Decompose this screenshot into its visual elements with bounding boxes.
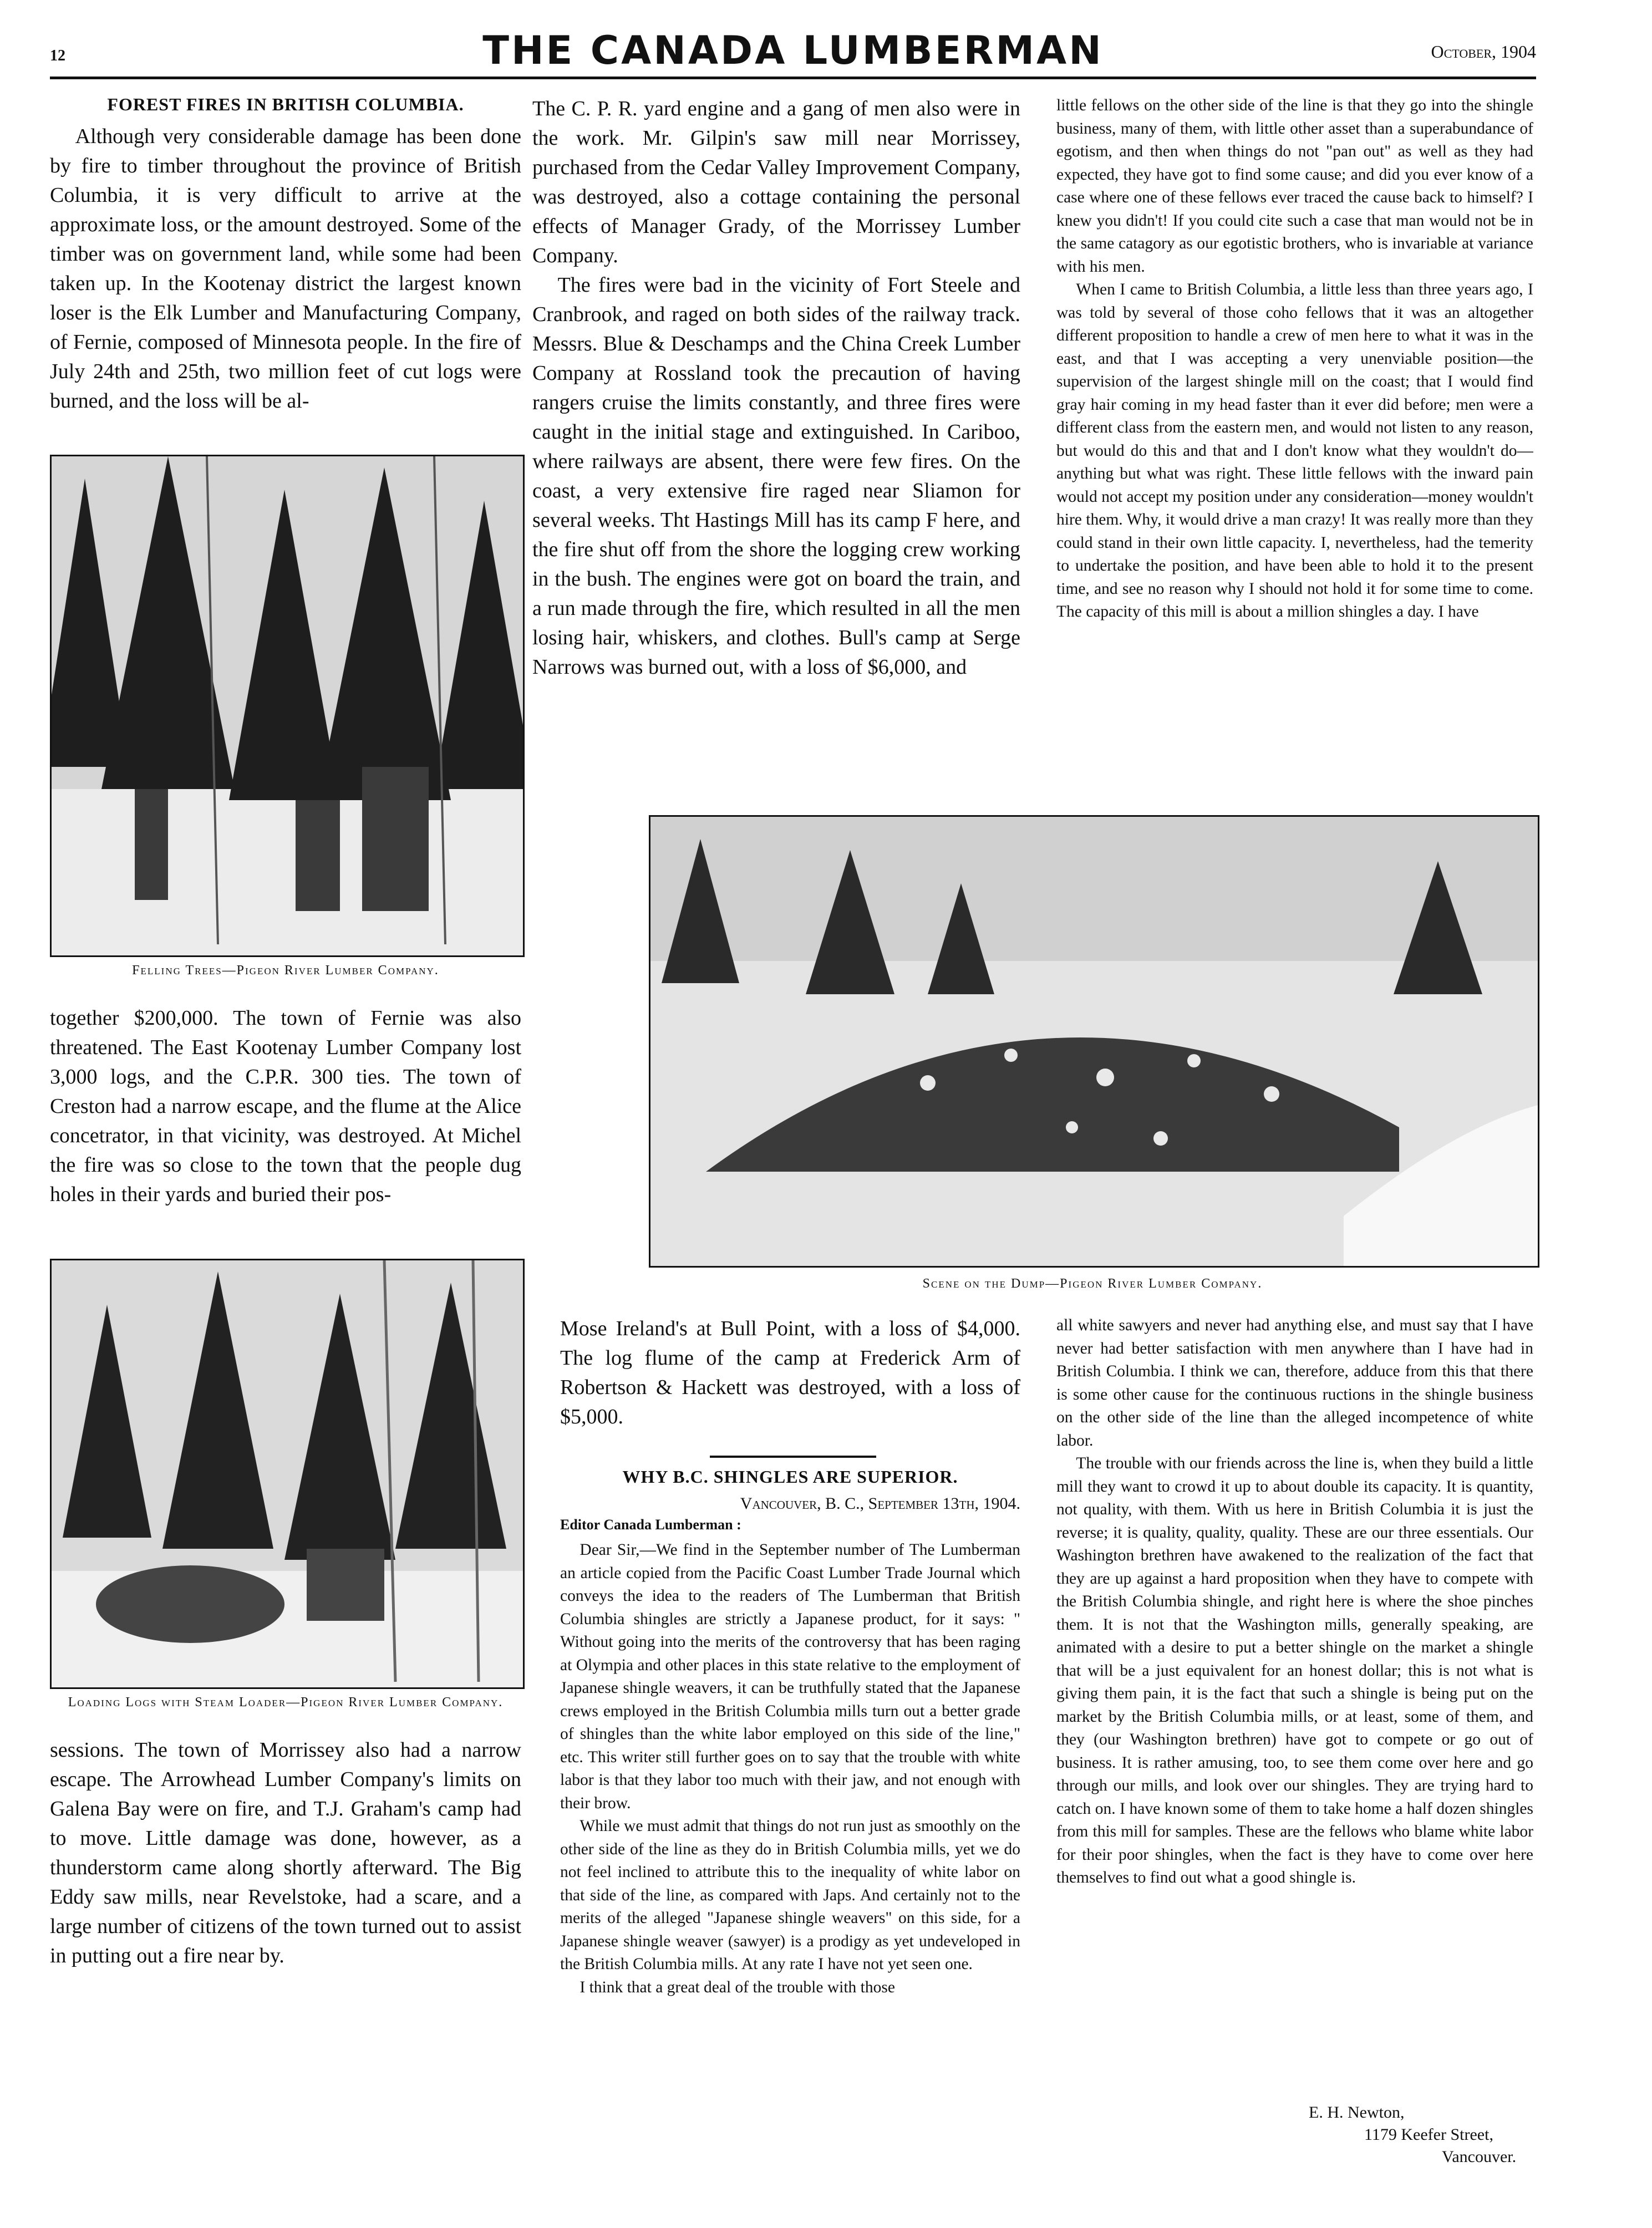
article-title-forest-fires: FOREST FIRES IN BRITISH COLUMBIA.: [107, 94, 464, 114]
page-number: 12: [50, 47, 65, 64]
header-rule: [50, 77, 1536, 79]
logging-photo-illustration: [52, 1260, 523, 1687]
article2-col3-top: [1056, 94, 1533, 793]
photo-loading-logs: [50, 1259, 525, 1689]
paragraph: Mose Ireland's at Bull Point, with a loss of $4,000. The log flume of the camp at Frederick Arm of Robertson & Hackett was destroyed, with a loss of $5,000.: [560, 1317, 1020, 1428]
article1-col1-top: [50, 122, 521, 444]
paragraph: Although very considerable damage has been done by fire to timber throughout the province of British Columbia, it is very difficult to arrive at the approximate loss, or the amount destroyed. Some of the timber was on government land, while some had been taken up. In the Kootenay district the largest known loser is the Elk Lumber and Manufacturing Company, of Fernie, composed of Minnesota people. In the fire of July 24th and 25th, two million feet of cut logs were burned, and the loss will be al-: [50, 125, 521, 413]
caption-loading-logs: Loading Logs with Steam Loader—Pigeon River Lumber Company.: [68, 1695, 504, 1710]
masthead: THE CANADA LUMBERMAN: [482, 28, 1104, 73]
forest-photo-illustration: [52, 456, 523, 955]
article-divider: [710, 1456, 876, 1458]
paragraph: The fires were bad in the vicinity of Fort Steele and Cranbrook, and raged on both sides of the railway track. Messrs. Blue & Deschamps and the China Creek Lumber Company at Rossland took the precaution of having rangers cruise the limits constantly, and three fires were caught in the initial stage and extinguished. In Cariboo, where railways are absent, there were few fires. On the coast, a very extensive fire raged near Sliamon for several weeks. Tht Hastings Mill has its camp F here, and the fire shut off from the shore the logging crew working in the bush. The engines were got on board the train, and a run made through the fire, which resulted in all the men losing hair, whiskers, and clothes. Bull's camp at Serge Narrows was burned out, with a loss of $6,000, and: [532, 273, 1020, 679]
signature-block: [1220, 2102, 1533, 2168]
log-dump-photo-illustration: [650, 817, 1538, 1266]
paragraph: all white sawyers and never had anything else, and must say that I have never had better satisfaction with men anywhere than I have had in British Columbia. I think we can, therefore, adduce from this that there is some other cause for the continuous ructions in the shingle business on the other side of the line than the alleged incompetence of white labor.: [1056, 1316, 1533, 1449]
dateline: Vancouver, B. C., September 13th, 1904.: [740, 1494, 1020, 1513]
signature-name: E. H. Newton,: [1309, 2103, 1405, 2122]
paragraph: The C. P. R. yard engine and a gang of men also were in the work. Mr. Gilpin's saw mill near Morrissey, purchased from the Cedar Valley Improvement Company, was destroyed, also a cottage containing the personal effects of Manager Grady, of the Morrissey Lumber Company.: [532, 97, 1020, 267]
article2-col2: [560, 1539, 1020, 2193]
paragraph: The trouble with our friends across the line is, when they build a little mill they want to crowd it up to about double its capacity. It is quantity, not quality, with them. With us here in British Columbia it is just the reverse; it is quality, quality, quality. These are our three essentials. Our Washington brethren have awakened to the realization of the fact that they are up against a hard proposition when they have to compete with the British Columbia shingle, and right here is where the shoe pinches them. It is not that the Washington mills, generally speaking, are animated with a desire to put a better shingle on the market a shingle that will be a just equivalent for an honest dollar; this is not what is giving them pain, it is the fact that such a shingle is being put on the market by the British Columbia mills, or at least, some of them, and they (our Washington brethren) have got to compete or go out of business. It is rather amusing, too, to see them come over here and go through our mills, and look over our shingles. They are trying hard to catch on. I have known some of them to take home a half dozen shingles from this mill for samples. These are the fellows who blame white labor for their poor shingles, when the fact is they have to come over here themselves to find out what a good shingle is.: [1056, 1454, 1533, 1886]
article1-col1-bottom: [50, 1736, 521, 2113]
paragraph: Dear Sir,—We find in the September number of The Lumberman an article copied from the Pacific Coast Lumber Trade Journal which conveys the idea to the readers of The Lumberman that British Columbia shingles are strictly a Japanese product, for it says: " Without going into the merits of the controversy that has been raging at Olympia and other places in this state relative to the employment of Japanese shingle weavers, it can be truthfully stated that the Japanese crews employed in the British Columbia mills turn out a better grade of shingles than the white labor employed on this side of the line," etc. This writer still further goes on to say that the trouble with white labor is that they labor too much with their jaw, and not enough with their brow.: [560, 1541, 1020, 1812]
paragraph: little fellows on the other side of the line is that they go into the shingle business, many of them, with little other asset than a superabundance of egotism, and then when things do not "pan out" as well as they had expected, they have got to find some cause; and did you ever know of a case where one of these fellows ever traced the cause back to himself? I knew you didn't! If you could cite such a case that man would not be in the same catagory as our egotistic brothers, who is invariable at variance with his men.: [1056, 96, 1533, 276]
issue-date: October, 1904: [1431, 42, 1536, 62]
caption-scene-on-dump: Scene on the Dump—Pigeon River Lumber Company.: [922, 1276, 1263, 1291]
article-title-shingles: WHY B.C. SHINGLES ARE SUPERIOR.: [622, 1467, 958, 1487]
article1-col1-mid: [50, 1004, 521, 1248]
article1-col2-cont: [560, 1314, 1020, 1447]
paragraph: I think that a great deal of the trouble with those: [580, 1978, 895, 1996]
photo-scene-on-dump: [649, 815, 1539, 1268]
page-header: [50, 28, 1536, 78]
paragraph: While we must admit that things do not run just as smoothly on the other side of the line as they do in British Columbia mills, yet we do not feel inclined to attribute this to the inequality of white labor on that side of the line, as compared with Japs. And certainly not to the merits of the alleged "Japanese shingle weavers" on this side, for a Japanese shingle weaver (sawyer) is a prodigy as yet undeveloped in the British Columbia mills. At any rate I have not yet seen one.: [560, 1817, 1020, 1973]
caption-felling-trees: Felling Trees—Pigeon River Lumber Company.: [132, 963, 439, 978]
editor-line: Editor Canada Lumberman :: [560, 1517, 741, 1533]
article1-col2-top: [532, 94, 1020, 793]
signature-city: Vancouver.: [1442, 2148, 1517, 2166]
article2-col3-lower: [1056, 1314, 1533, 2090]
paragraph: together $200,000. The town of Fernie was also threatened. The East Kootenay Lumber Company lost 3,000 logs, and the C.P.R. 300 ties. The town of Creston had a narrow escape, and the flume at the Alice concetrator, in that vicinity, was destroyed. At Michel the fire was so close to the town that the people dug holes in their yards and buried their pos-: [50, 1006, 521, 1206]
signature-address: 1179 Keefer Street,: [1364, 2125, 1493, 2144]
photo-felling-trees: [50, 455, 525, 957]
paragraph: When I came to British Columbia, a little less than three years ago, I was told by several of those coho fellows that it was an altogether different proposition to handle a crew of men here to what it was in the east, and that I was accepting a very unenviable position—the supervision of the largest shingle mill on the coast; that I would find gray hair coming in my head faster than it ever did before; men were a different class from the eastern men, and would not listen to any reason, but would do this and that and I don't know what they wouldn't do—anything but what was right. These little fellows with the inward pain would not accept my position under any consideration—money wouldn't hire them. Why, it would drive a man crazy! It was really more than they could stand in their own little capacity. I, nevertheless, had the temerity to undertake the position, and have been able to hold it to the present time, and see no reason why I should not hold it for some time to come. The capacity of this mill is about a million shingles a day. I have: [1056, 281, 1533, 620]
paragraph: sessions. The town of Morrissey also had a narrow escape. The Arrowhead Lumber Company's limits on Galena Bay were on fire, and T.J. Graham's camp had to move. Little damage was done, however, as a thunderstorm came along shortly afterward. The Big Eddy saw mills, near Revelstoke, had a scare, and a large number of citizens of the town turned out to assist in putting out a fire near by.: [50, 1738, 521, 1967]
